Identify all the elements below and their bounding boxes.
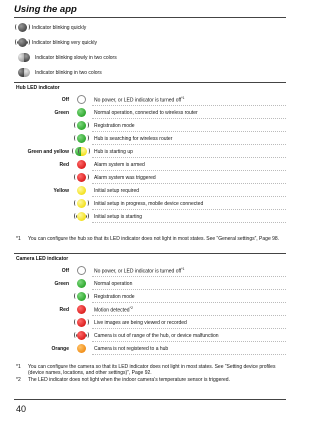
led-state-row (14, 210, 286, 223)
description-text: Camera is out of range of the hub, or device malfunction (94, 332, 219, 339)
led-red-icon (77, 305, 86, 314)
led-state-description (94, 333, 219, 339)
led-state-row (14, 264, 286, 277)
led-state-row (14, 342, 286, 355)
led-off-icon (77, 266, 86, 275)
legend-label: Indicator blinking very quickly (32, 39, 98, 46)
page-title: Using the app (14, 4, 77, 15)
led-state-row (14, 184, 286, 197)
led-indicator-cell (72, 184, 90, 197)
led-state-description (94, 188, 139, 194)
led-yellow-blink-icon (77, 199, 86, 208)
led-state-description (94, 320, 187, 326)
header-divider (14, 17, 286, 18)
led-state-description (94, 214, 142, 220)
led-indicator-cell (72, 158, 90, 171)
description-text: Motion detected (94, 307, 130, 314)
led-green-blink-icon (77, 121, 86, 130)
led-indicator-cell (72, 145, 90, 158)
hub-section-title: Hub LED indicator (16, 85, 60, 91)
description-text: Initial setup in progress, mobile device connected (94, 200, 204, 207)
footnote-text: You can configure the camera so that its LED indicator does not light in most states. See “Setting device profiles (device names, locations, and other settings)”, Page 92. (28, 364, 276, 377)
row-separator (92, 354, 286, 355)
led-state-description (94, 175, 156, 181)
led-blinking-very-quickly-icon (18, 38, 27, 47)
led-indicator-cell (72, 342, 90, 355)
led-blinking-slowly-two-colors-icon (18, 53, 30, 62)
led-state-name: Red (59, 306, 69, 313)
led-green-yellow-icon (75, 147, 87, 156)
led-state-description (94, 201, 203, 207)
led-state-row (14, 171, 286, 184)
led-indicator-cell (72, 171, 90, 184)
led-green-icon (77, 108, 86, 117)
footnote-mark: *1 (16, 364, 21, 370)
led-state-row (14, 132, 286, 145)
led-orange-icon (77, 344, 86, 353)
footnote (14, 364, 286, 377)
led-indicator-cell (72, 93, 90, 106)
led-state-description (94, 149, 133, 155)
led-yellow-icon (77, 186, 86, 195)
description-text: No power, or LED indicator is turned off (94, 97, 182, 104)
camera-section-title: Camera LED indicator (16, 256, 69, 262)
footnote-marker: *2 (129, 305, 133, 310)
led-state-name: Green (54, 280, 69, 287)
led-green-blink-icon (77, 134, 86, 143)
description-text: Normal operation, connected to wireless router (94, 109, 198, 116)
led-state-row (14, 329, 286, 342)
led-state-description (94, 162, 145, 168)
led-indicator-cell (72, 303, 90, 316)
led-state-description (94, 294, 135, 300)
led-state-name: Red (59, 161, 69, 168)
description-text: Hub is searching for wireless router (94, 135, 173, 142)
legend-item (18, 50, 288, 65)
footnote (14, 236, 286, 242)
led-state-row (14, 93, 286, 106)
led-indicator-cell (72, 132, 90, 145)
led-state-name: Green (54, 109, 69, 116)
led-red-blink-fast-icon (77, 331, 86, 340)
row-separator (92, 222, 286, 223)
legend-item (18, 65, 288, 80)
led-green-icon (77, 279, 86, 288)
led-state-row (14, 316, 286, 329)
led-state-name: Off (61, 267, 69, 274)
page-number: 40 (16, 404, 27, 414)
description-text: Live images are being viewed or recorded (94, 319, 187, 326)
led-state-row (14, 303, 286, 316)
camera-notes (14, 364, 286, 383)
led-indicator-cell (72, 210, 90, 223)
footer-divider (14, 399, 286, 400)
description-text: Normal operation (94, 280, 133, 287)
description-text: Registration mode (94, 293, 135, 300)
legend-label: Indicator blinking slowly in two colors (35, 54, 117, 61)
led-indicator-cell (72, 264, 90, 277)
footnote-text: The LED indicator does not light when the indoor camera’s temperature sensor is triggered. (28, 376, 230, 383)
footnote (14, 377, 286, 383)
led-indicator-cell (72, 119, 90, 132)
led-off-icon (77, 95, 86, 104)
led-state-description (94, 136, 172, 142)
led-state-description (94, 110, 198, 116)
led-indicator-cell (72, 329, 90, 342)
led-blinking-two-colors-icon (18, 68, 30, 77)
hub-led-table (14, 93, 286, 223)
description-text: Alarm system is armed (94, 161, 145, 168)
led-state-row (14, 119, 286, 132)
led-state-row (14, 106, 286, 119)
description-text: No power, or LED indicator is turned off (94, 268, 182, 275)
footnote-marker: *1 (181, 266, 185, 271)
led-red-blink-icon (77, 173, 86, 182)
led-green-blink-icon (77, 292, 86, 301)
led-indicator-cell (72, 290, 90, 303)
led-state-description (94, 346, 168, 352)
footnote-text: You can configure the hub so that its LED indicator does not light in most states. See “General settings”, Page 98. (28, 236, 280, 242)
indicator-legend (18, 20, 288, 80)
footnote-mark: *2 (16, 376, 21, 383)
led-state-description (94, 123, 135, 129)
led-state-description (94, 306, 133, 314)
led-indicator-cell (72, 316, 90, 329)
led-red-blink-icon (77, 318, 86, 327)
led-state-name: Off (61, 96, 69, 103)
description-text: Camera is not registered to a hub (94, 345, 169, 352)
led-state-row (14, 158, 286, 171)
led-indicator-cell (72, 197, 90, 210)
legend-label: Indicator blinking in two colors (35, 69, 102, 76)
led-state-description (94, 96, 185, 104)
led-state-description (94, 281, 132, 287)
led-state-name: Green and yellow (27, 148, 69, 155)
hub-notes (14, 236, 286, 242)
description-text: Alarm system was triggered (94, 174, 156, 181)
legend-label: Indicator blinking quickly (32, 24, 87, 31)
section-divider (14, 253, 286, 254)
led-blinking-quickly-icon (18, 23, 27, 32)
led-indicator-cell (72, 106, 90, 119)
led-red-icon (77, 160, 86, 169)
description-text: Initial setup is starting (94, 213, 143, 220)
camera-led-table (14, 264, 286, 355)
led-state-description (94, 267, 185, 275)
led-indicator-cell (72, 277, 90, 290)
led-state-name: Orange (51, 345, 69, 352)
legend-item (18, 35, 288, 50)
description-text: Registration mode (94, 122, 135, 129)
description-text: Initial setup required (94, 187, 140, 194)
led-state-row (14, 290, 286, 303)
section-divider (14, 82, 286, 83)
footnote-marker: *1 (181, 95, 185, 100)
legend-item (18, 20, 288, 35)
led-yellow-blink-fast-icon (77, 212, 86, 221)
led-state-row (14, 277, 286, 290)
description-text: Hub is starting up (94, 148, 133, 155)
led-state-row (14, 197, 286, 210)
footnote-mark: *1 (16, 236, 21, 242)
led-state-row (14, 145, 286, 158)
led-state-name: Yellow (53, 187, 69, 194)
